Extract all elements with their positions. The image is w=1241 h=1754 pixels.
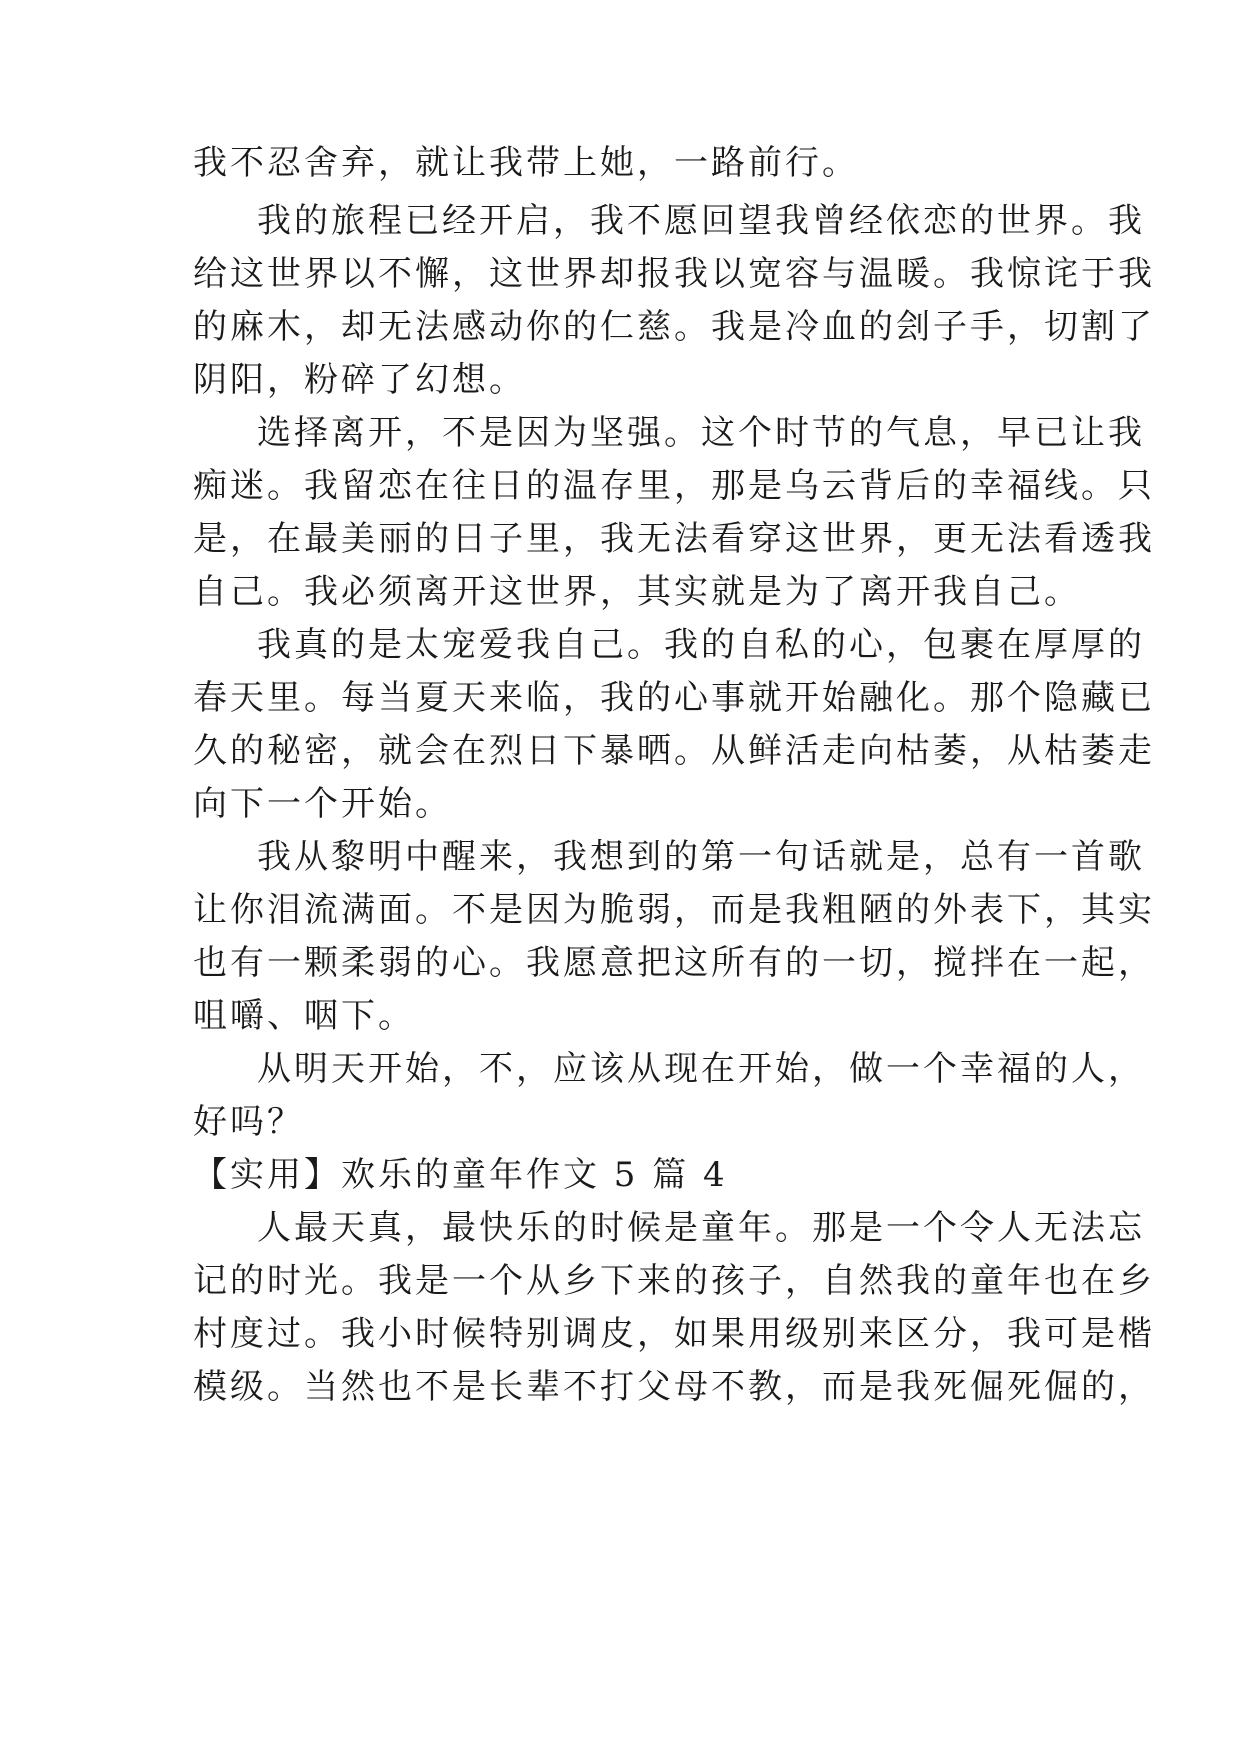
text-line: 向下一个开始。 (193, 784, 452, 824)
text-line: 模级。当然也不是长辈不打父母不教，而是我死倔死倔的， (193, 1367, 1155, 1407)
text-line: 痴迷。我留恋在往日的温存里，那是乌云背后的幸福线。只 (193, 466, 1155, 506)
text-line: 给这世界以不懈，这世界却报我以宽容与温暖。我惊诧于我 (193, 254, 1155, 294)
paragraph-first-line: 人最天真，最快乐的时候是童年。那是一个令人无法忘 (257, 1208, 1145, 1248)
text-line: 村度过。我小时候特别调皮，如果用级别来区分，我可是楷 (193, 1314, 1155, 1354)
text-line: 的麻木，却无法感动你的仁慈。我是冷血的刽子手，切割了 (193, 307, 1155, 347)
text-line: 让你泪流满面。不是因为脆弱，而是我粗陋的外表下，其实 (193, 890, 1155, 930)
paragraph-first-line: 选择离开，不是因为坚强。这个时节的气息，早已让我 (257, 413, 1145, 453)
paragraph-first-line: 我从黎明中醒来，我想到的第一句话就是，总有一首歌 (257, 837, 1145, 877)
paragraph-first-line: 我的旅程已经开启，我不愿回望我曾经依恋的世界。我 (257, 201, 1145, 241)
paragraph-first-line: 我真的是太宠爱我自己。我的自私的心，包裹在厚厚的 (257, 625, 1145, 665)
text-line: 也有一颗柔弱的心。我愿意把这所有的一切，搅拌在一起， (193, 943, 1155, 983)
text-line: 是，在最美丽的日子里，我无法看穿这世界，更无法看透我 (193, 519, 1155, 559)
paragraph-first-line: 从明天开始，不，应该从现在开始，做一个幸福的人， (257, 1049, 1145, 1089)
text-line: 阴阳，粉碎了幻想。 (193, 360, 526, 400)
text-line: 自己。我必须离开这世界，其实就是为了离开我自己。 (193, 572, 1081, 612)
text-line: 我不忍舍弃，就让我带上她，一路前行。 (193, 143, 859, 183)
text-line: 好吗？ (193, 1102, 304, 1142)
text-line: 久的秘密，就会在烈日下暴晒。从鲜活走向枯萎，从枯萎走 (193, 731, 1155, 771)
text-line: 咀嚼、咽下。 (193, 996, 415, 1036)
text-line: 记的时光。我是一个从乡下来的孩子，自然我的童年也在乡 (193, 1261, 1155, 1301)
section-heading: 【实用】欢乐的童年作文 5 篇 4 (193, 1155, 728, 1195)
text-line: 春天里。每当夏天来临，我的心事就开始融化。那个隐藏已 (193, 678, 1155, 718)
